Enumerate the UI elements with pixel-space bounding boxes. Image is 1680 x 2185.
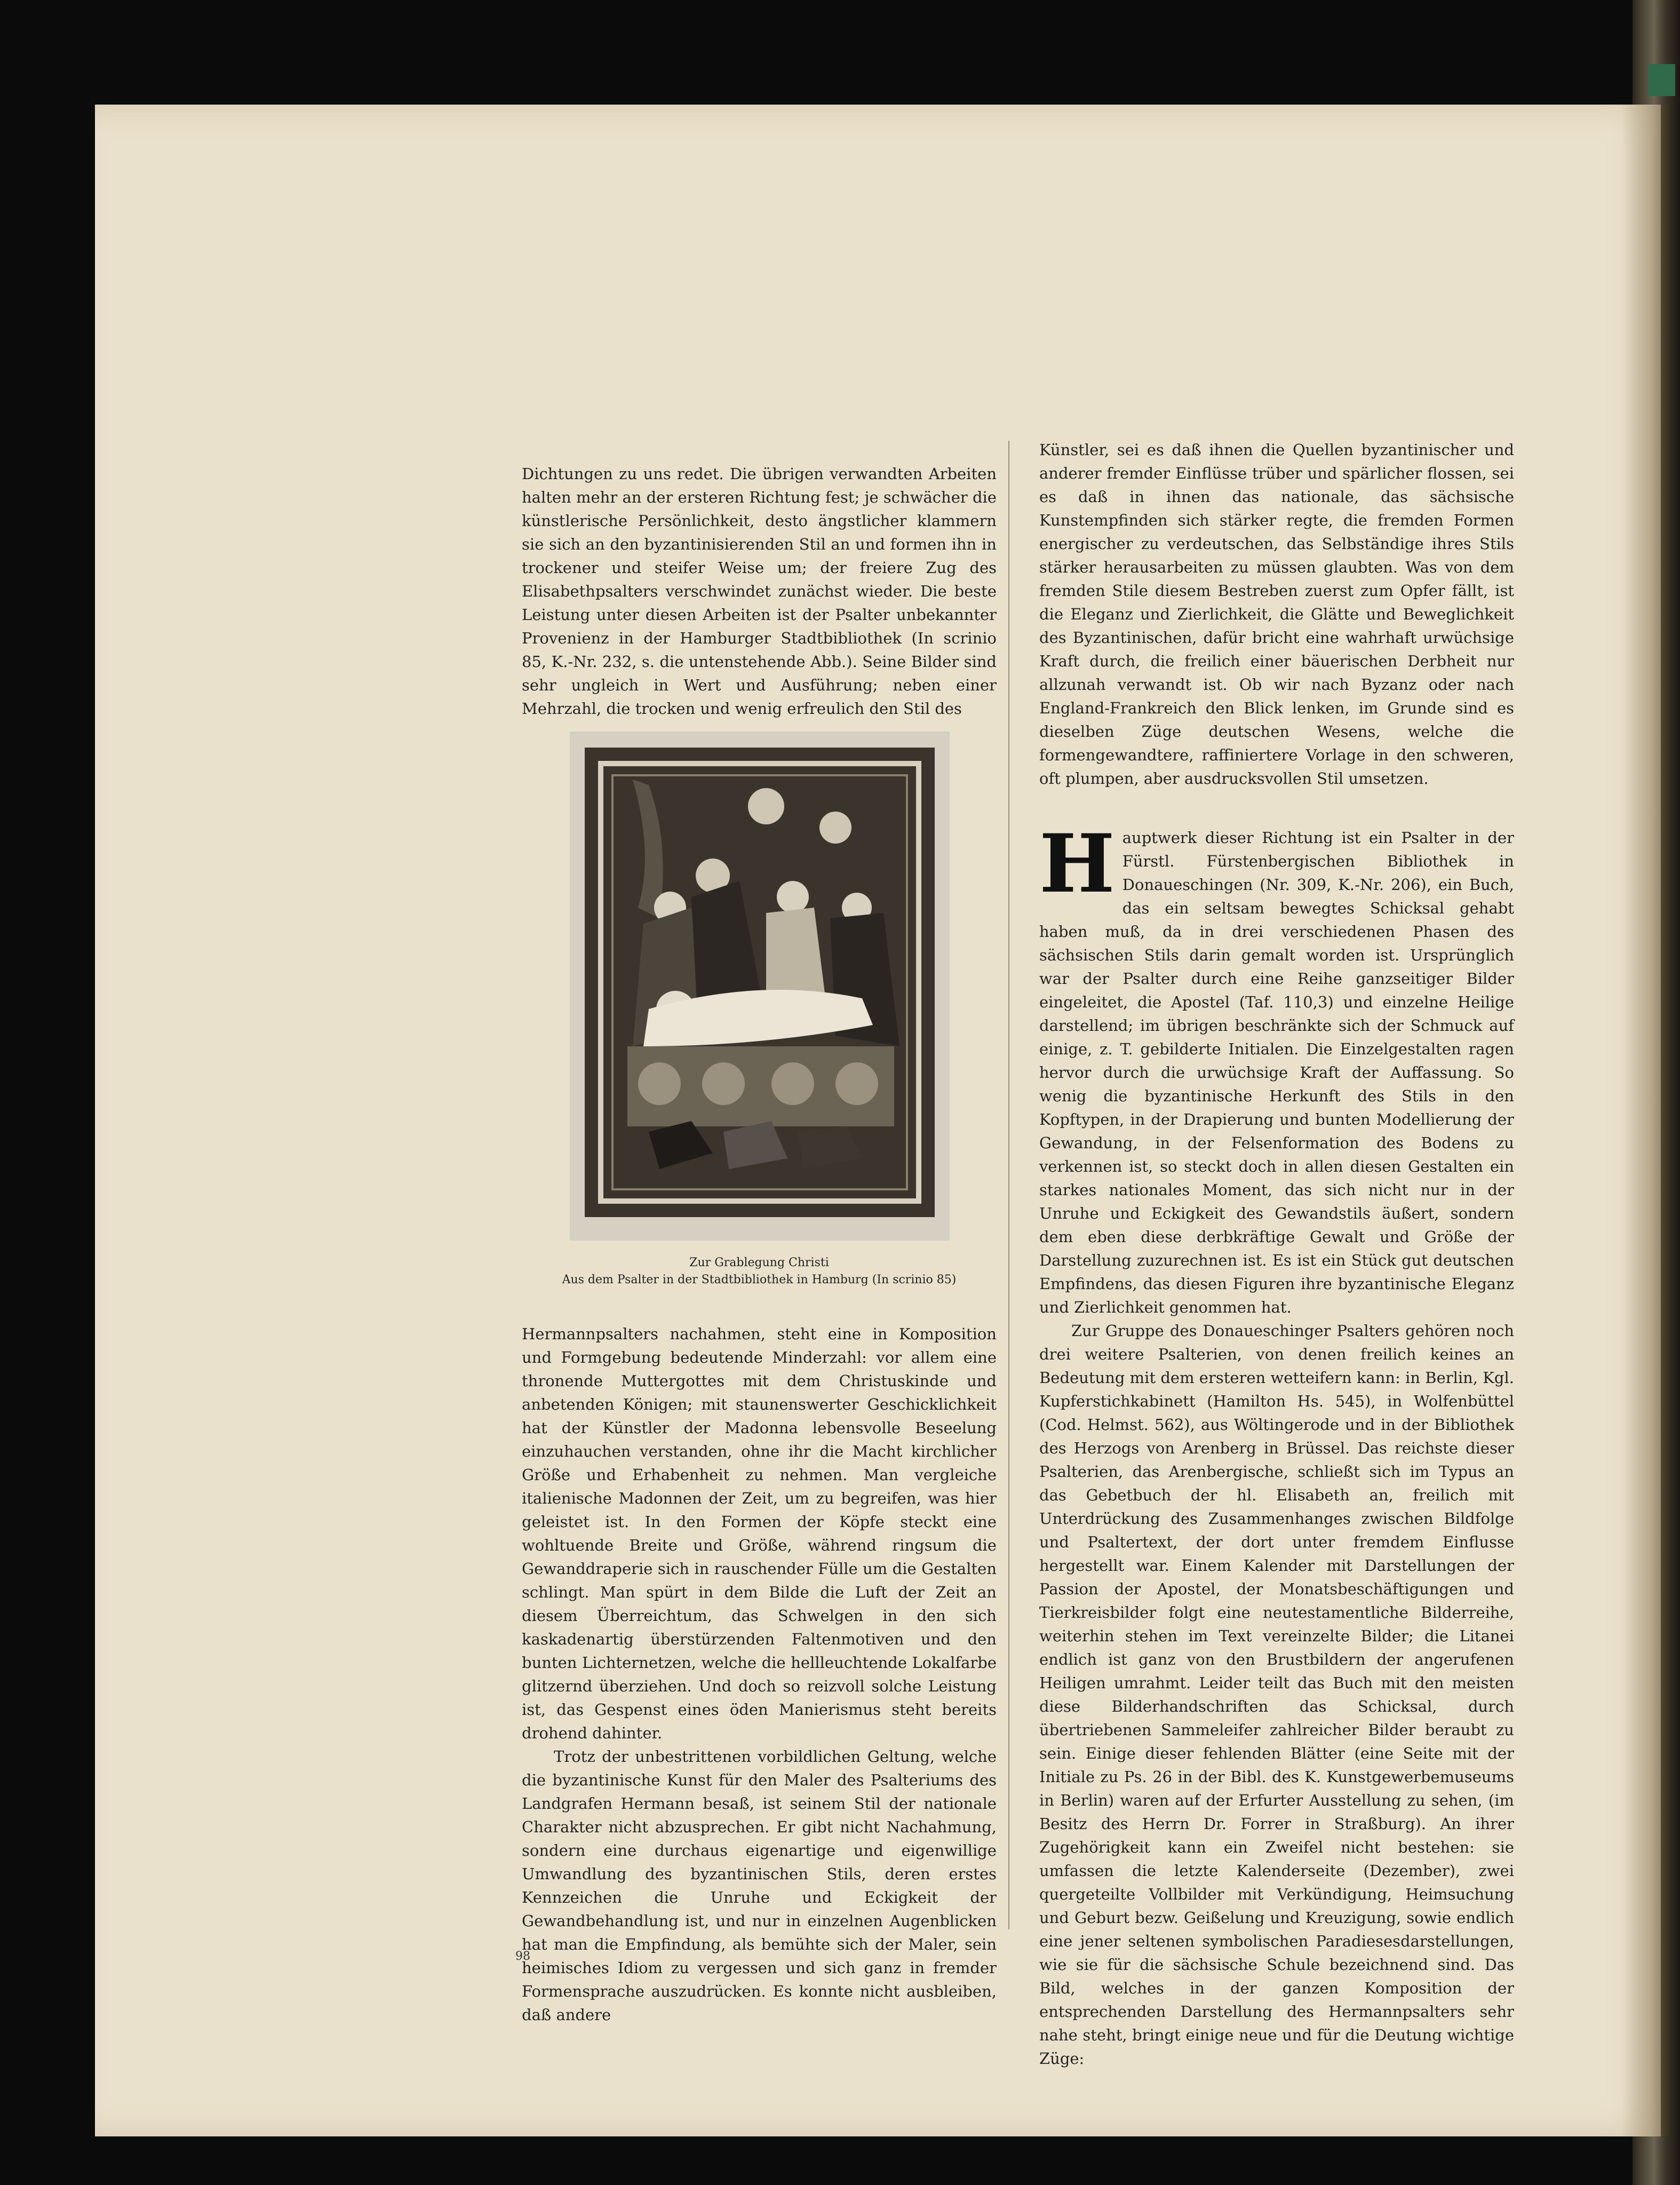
- right-paragraph-1: Künstler, sei es daß ihnen die Quellen byzantinischer und anderer fremder Einflüsse trüber und spärlicher flossen, sei es daß in ihnen das nationale, das sächsische Kunstempfinden sich stärker regte, die fremden Formen energischer zu verdeutschen, das Selbständige ihres Stils stärker herausarbeiten zu müssen glaubten. Was von dem fremden Stile diesem Bestreben zuerst zum Opfer fällt, ist die Eleganz und Zierlichkeit, die Glätte und Beweglichkeit des Byzantinischen, dafür bricht eine wahrhaft urwüchsige Kraft durch, die freilich einer bäuerischen Derbheit nur allzunah verwandt ist. Ob wir nach Byzanz oder nach England-Frankreich den Blick lenken, im Grunde sind es dieselben Züge deutschen Wesens, welche die formengewandtere, raffiniertere Vorlage in den schweren, oft plumpen, aber ausdrucksvollen Stil umsetzen.: [1039, 441, 1514, 788]
- book-page: [95, 105, 1661, 2136]
- right-paragraph-2: [1039, 817, 1514, 1319]
- left-column-bottom: [522, 1322, 997, 2027]
- page-curl-shadow: [1622, 105, 1670, 2136]
- entombment-illustration: [585, 748, 935, 1217]
- page-number: 98: [515, 1950, 530, 1963]
- column-divider: [1008, 441, 1009, 1929]
- right-column-top: [1039, 438, 1514, 790]
- right-paragraph-2-text: auptwerk dieser Richtung ist ein Psalter in der Fürstl. Fürstenbergischen Bibliothek in Donaueschingen (Nr. 309, K.-Nr. 206), ein Buch, das ein seltsam bewegtes Schicksal gehabt haben muß, da in drei verschiedenen Phasen des sächsischen Stils darin gemalt worden ist. Ursprünglich war der Psalter durch eine Reihe ganzseitiger Bilder eingeleitet, die Apostel (Taf. 110,3) und einzelne Heilige darstellend; im übrigen beschränkte sich der Schmuck auf einige, z. T. gebilderte Initialen. Die Einzelgestalten ragen hervor durch die urwüchsige Kraft der Auffassung. So wenig die byzantinische Herkunft des Stils in den Kopftypen, in der Drapierung und bunten Modellierung der Gewandung, in der Felsenformation des Bodens zu verkennen ist, so steckt doch in allen diesen Gestalten ein starkes nationales Moment, das sich nicht nur in der Unruhe und Eckigkeit des Gewandstils äußert, sondern dem eben diese derbkräftige Gewalt und Größe der Darstellung zuzurechnen ist. Es ist ein Stück gut deutschen Empfindens, das diesen Figuren ihre byzantinische Eleganz und Zierlichkeit genommen hat.: [1039, 829, 1514, 1316]
- left-paragraph-2: Hermannpsalters nachahmen, steht eine in Komposition und Formgebung bedeutende Minderzahl: vor allem eine thronende Muttergottes mit dem Christuskinde und anbetenden Königen; mit staunenswerter Geschicklichkeit hat der Künstler der Madonna lebensvolle Beseelung einzuhauchen verstanden, ohne ihr die Macht kirchlicher Größe und Erhabenheit zu nehmen. Man vergleiche italienische Madonnen der Zeit, um zu begreifen, was hier geleistet ist. In den Formen der Köpfe steckt eine wohltuende Breite und Größe, während ringsum die Gewanddraperie sich in rauschender Fülle um die Gestalten schlingt. Man spürt in dem Bilde die Luft der Zeit an diesem Überreichtum, das Schwelgen in den sich kaskadenartig überstürzenden Faltenmotiven und den bunten Lichternetzen, welche die hellleuchtende Lokalfarbe glitzernd überziehen. Und doch so reizvoll solche Leistung ist, das Gespenst eines öden Manierismus steht bereits drohend dahinter.: [522, 1325, 997, 1742]
- figure-caption: [522, 1254, 997, 1289]
- left-paragraph-1: Dichtungen zu uns redet. Die übrigen verwandten Arbeiten halten mehr an der ersteren Richtung fest; je schwächer die künstlerische Persönlichkeit, desto ängstlicher klammern sie sich an den byzantinisierenden Stil an und formen ihn in trockener und steifer Weise um; der freiere Zug des Elisabethpsalters verschwindet zunächst wieder. Die beste Leistung unter diesen Arbeiten ist der Psalter unbekannter Provenienz in der Hamburger Stadtbibliothek (In scrinio 85, K.-Nr. 232, s. die untenstehende Abb.). Seine Bilder sind sehr ungleich in Wert und Ausführung; neben einer Mehrzahl, die trocken und wenig erfreulich den Stil des: [522, 465, 997, 718]
- bookmark-band: [1649, 64, 1675, 96]
- right-column-bottom: [1039, 817, 1514, 2070]
- caption-title: Zur Grablegung Christi: [689, 1256, 829, 1269]
- left-paragraph-3: Trotz der unbestrittenen vorbildlichen Geltung, welche die byzantinische Kunst für den Maler des Psalteriums des Landgrafen Hermann besaß, ist seinem Stil der nationale Charakter nicht abzusprechen. Er gibt nicht Nachahmung, sondern eine durchaus eigenartige und eigenwillige Umwandlung des byzantinischen Stils, deren erstes Kennzeichen die Unruhe und Eckigkeit der Gewandbehandlung ist, und nur in einzelnen Augenblicken hat man die Empfindung, als bemühte sich der Maler, sein heimisches Idiom zu vergessen und sich ganz in fremder Formensprache auszudrücken. Es konnte nicht ausbleiben, daß andere: [522, 1747, 997, 2024]
- illustration-frame: [570, 732, 950, 1241]
- caption-source: Aus dem Psalter in der Stadtbibliothek in Hamburg (In scrinio 85): [562, 1273, 957, 1286]
- left-column-top: [522, 462, 997, 720]
- right-paragraph-3: Zur Gruppe des Donaueschinger Psalters gehören noch drei weitere Psalterien, von denen freilich keines an Bedeutung mit dem ersteren wetteifern kann: in Berlin, Kgl. Kupferstichkabinett (Hamilton Hs. 545), in Wolfenbüttel (Cod. Helmst. 562), aus Wöltingerode und in der Bibliothek des Herzogs von Arenberg in Brüssel. Das reichste dieser Psalterien, das Arenbergische, schließt sich im Typus an das Gebetbuch der hl. Elisabeth an, freilich mit Unterdrückung des Zusammenhanges zwischen Bildfolge und Psaltertext, der dort unter fremdem Einflusse hergestellt war. Einem Kalender mit Darstellungen der Passion der Apostel, der Monatsbeschäftigungen und Tierkreisbilder folgt eine neutestamentliche Bilderreihe, weiterhin stehen im Text vereinzelte Bilder; die Litanei endlich ist ganz von den Brustbildern der angerufenen Heiligen umrahmt. Leider teilt das Buch mit den meisten diese Bilderhandschriften das Schicksal, durch übertriebenen Sammeleifer zahlreicher Bilder beraubt zu sein. Einige dieser fehlenden Blätter (eine Seite mit der Initiale zu Ps. 26 in der Bibl. des K. Kunstgewerbemuseums in Berlin) waren auf der Erfurter Ausstellung zu sehen, (im Besitz des Herrn Dr. Forrer in Straßburg). An ihrer Zugehörigkeit kann ein Zweifel nicht bestehen: sie umfassen die letzte Kalenderseite (Dezember), zwei quergeteilte Vollbilder mit Verkündigung, Heimsuchung und Geburt bezw. Geißelung und Kreuzigung, sowie endlich eine jener seltenen symbolischen Paradiesesdarstellungen, wie sie für die sächsische Schule bezeichnend sind. Das Bild, welches in der ganzen Komposition der entsprechenden Darstellung des Hermannpsalters sehr nahe steht, bringt einige neue und für die Deutung wichtige Züge:: [1039, 1322, 1514, 2068]
- drop-cap-initial: H: [1039, 817, 1115, 911]
